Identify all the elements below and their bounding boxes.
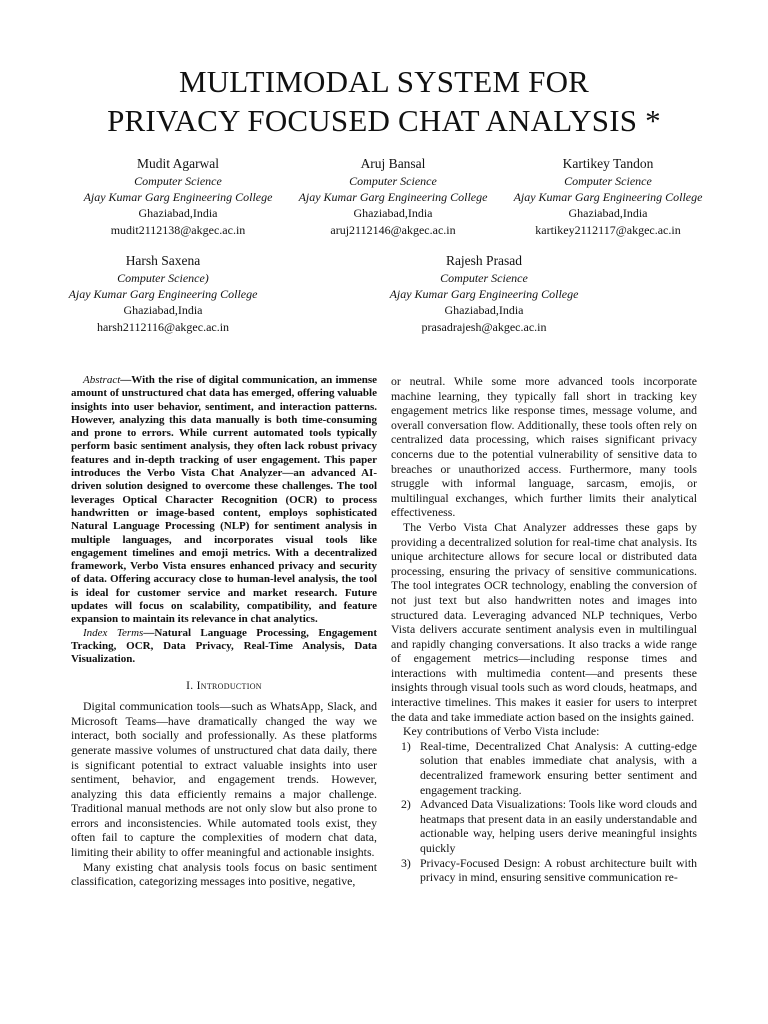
author-block-5	[376, 252, 592, 335]
author-name: Kartikey Tandon	[562, 156, 654, 171]
paper-title-line-1: MULTIMODAL SYSTEM FOR	[178, 64, 590, 99]
list-item-number: 2)	[401, 797, 411, 812]
paper-title	[40, 62, 728, 140]
author-name: Aruj Bansal	[360, 156, 426, 171]
author-college: Ajay Kumar Garg Engineering College	[513, 190, 703, 205]
author-email: harsh2112116@akgec.ac.in	[96, 319, 230, 334]
author-department: Computer Science	[440, 271, 528, 285]
abstract-label: Abstract	[83, 374, 121, 386]
list-item-number: 1)	[401, 738, 411, 753]
list-item	[391, 739, 697, 797]
author-location: Ghaziabad,India	[123, 303, 203, 318]
author-college: Ajay Kumar Garg Engineering College	[389, 287, 579, 302]
author-college: Ajay Kumar Garg Engineering College	[83, 190, 273, 205]
author-department: Computer Science	[349, 174, 437, 188]
abstract-text: —With the rise of digital communication, an immense amount of unstructured chat data has emerged, offering valuable insights into user behavior, sentiment, and interaction patterns. However, analyzing this data manually is both time-consuming and prone to errors. While current automated tools typically perform basic sentiment analysis, they often lack robust privacy features and in-depth tracking of user engagement. This paper introduces the Verbo Vista Chat Analyzer—an advanced AI-driven solution designed to overcome these challenges. The tool leverages Optical Character Recognition (OCR) to process handwritten or image-based content, employs sophisticated Natural Language Processing (NLP) for sentiment analysis in multiple languages, and incorporates visual tools like engagement timelines and emoji metrics. With a decentralized framework, Verbo Vista ensures enhanced privacy and security of data. Offering accuracy close to human-level analysis, the tool is ideal for customer service and market research. Future updates will focus on scalability, compatibility, and feature expansion to maintain its relevance in chat analytics.	[71, 374, 377, 626]
author-email: mudit2112138@akgec.ac.in	[110, 222, 246, 237]
index-terms-paragraph	[71, 627, 377, 667]
paper-title-line-2: PRIVACY FOCUSED CHAT ANALYSIS *	[107, 103, 661, 138]
author-email: kartikey2112117@akgec.ac.in	[535, 222, 681, 237]
left-column	[71, 374, 377, 889]
author-college: Ajay Kumar Garg Engineering College	[68, 287, 258, 302]
contributions-intro: Key contributions of Verbo Vista include:	[403, 724, 600, 739]
author-block-4	[55, 252, 271, 335]
author-name: Mudit Agarwal	[136, 156, 220, 171]
author-location: Ghaziabad,India	[568, 206, 648, 221]
author-department: Computer Science	[564, 174, 652, 188]
author-block-2	[285, 155, 501, 238]
list-item-text: Privacy-Focused Design: A robust architecture built with privacy in mind, ensuring sensitive communication re-	[420, 855, 697, 885]
author-name: Harsh Saxena	[125, 253, 201, 268]
abstract	[71, 374, 377, 667]
author-department: Computer Science)	[117, 271, 209, 285]
author-department: Computer Science	[134, 174, 222, 188]
index-terms-label: Index Terms	[83, 626, 144, 639]
list-item-number: 3)	[401, 855, 411, 870]
section-heading-introduction	[71, 679, 377, 694]
list-item-text: Advanced Data Visualizations: Tools like word clouds and heatmaps that present data in an easily understandable and actionable way, helping users derive meaningful insights quickly	[420, 797, 697, 855]
intro-paragraph-2: Many existing chat analysis tools focus on basic sentiment classification, categorizing messages into positive, negative,	[71, 859, 377, 889]
right-column	[391, 374, 697, 885]
list-item	[391, 856, 697, 885]
list-item	[391, 797, 697, 855]
contributions-list	[391, 739, 697, 885]
intro-paragraph-1: Digital communication tools—such as WhatsApp, Slack, and Microsoft Teams—have dramatically changed the way we interact, both socially and professionally. As these platforms generate massive volumes of unstructured chat data daily, there is significant potential to extract valuable insights into user sentiment, behavior, and engagement trends. However, analyzing this data efficiently remains a major challenge. Traditional manual methods are not only slow but also prone to errors and inconsistencies. While automated tools exist, they often fail to capture the complexities of modern chat data, limiting their ability to offer meaningful and actionable insights.	[71, 699, 377, 860]
list-item-text: Real-time, Decentralized Chat Analysis: A cutting-edge solution that enables immediate chat analysis, with a decentralized framework ensuring better sentiment and engagement tracking.	[420, 738, 697, 797]
intro-paragraph-continuation: or neutral. While some more advanced tools incorporate machine learning, they typically fall short in tracking key engagement metrics like response times, message volume, and overall conversation flow. Additionally, these tools often rely on centralized data processing, which raises significant privacy concerns due to the potential vulnerability of sensitive data to breaches or unauthorized access. Furthermore, many tools struggle with informal language, sarcasm, emojis, or multilingual exchanges, which further limits their analytical effectiveness.	[391, 374, 697, 520]
author-block-1	[70, 155, 286, 238]
intro-paragraph-3: The Verbo Vista Chat Analyzer addresses these gaps by providing a decentralized solution for real-time chat analysis. Its unique architecture allows for secure local or distributed data processing, ensuring the privacy of sensitive communications. The tool integrates OCR technology, enabling the conversion of not just text but also handwritten notes and images into structured data. Leveraging advanced NLP techniques, Verbo Vista delivers accurate sentiment analysis even in multilingual and rapidly changing conversations. It also tracks a wide range of engagement metrics—including response times and interactions with multimedia content—and presents these insights through visual tools such as word clouds, heatmaps, and interactive timelines. This makes it easier for users to interpret the data and take immediate action based on the insights gained.	[391, 519, 697, 724]
index-terms-text: —Natural Language Processing, Engagement Tracking, OCR, Data Privacy, Real-Time Analysis, Data Visualization.	[71, 626, 377, 666]
section-number: I.	[186, 679, 194, 692]
author-location: Ghaziabad,India	[353, 206, 433, 221]
author-email: aruj2112146@akgec.ac.in	[330, 222, 456, 237]
author-location: Ghaziabad,India	[444, 303, 524, 318]
author-block-3	[500, 155, 716, 238]
author-college: Ajay Kumar Garg Engineering College	[298, 190, 488, 205]
author-email: prasadrajesh@akgec.ac.in	[421, 319, 547, 334]
abstract-paragraph	[71, 374, 377, 627]
section-title: Introduction	[196, 679, 262, 692]
author-name: Rajesh Prasad	[445, 253, 523, 268]
author-location: Ghaziabad,India	[138, 206, 218, 221]
